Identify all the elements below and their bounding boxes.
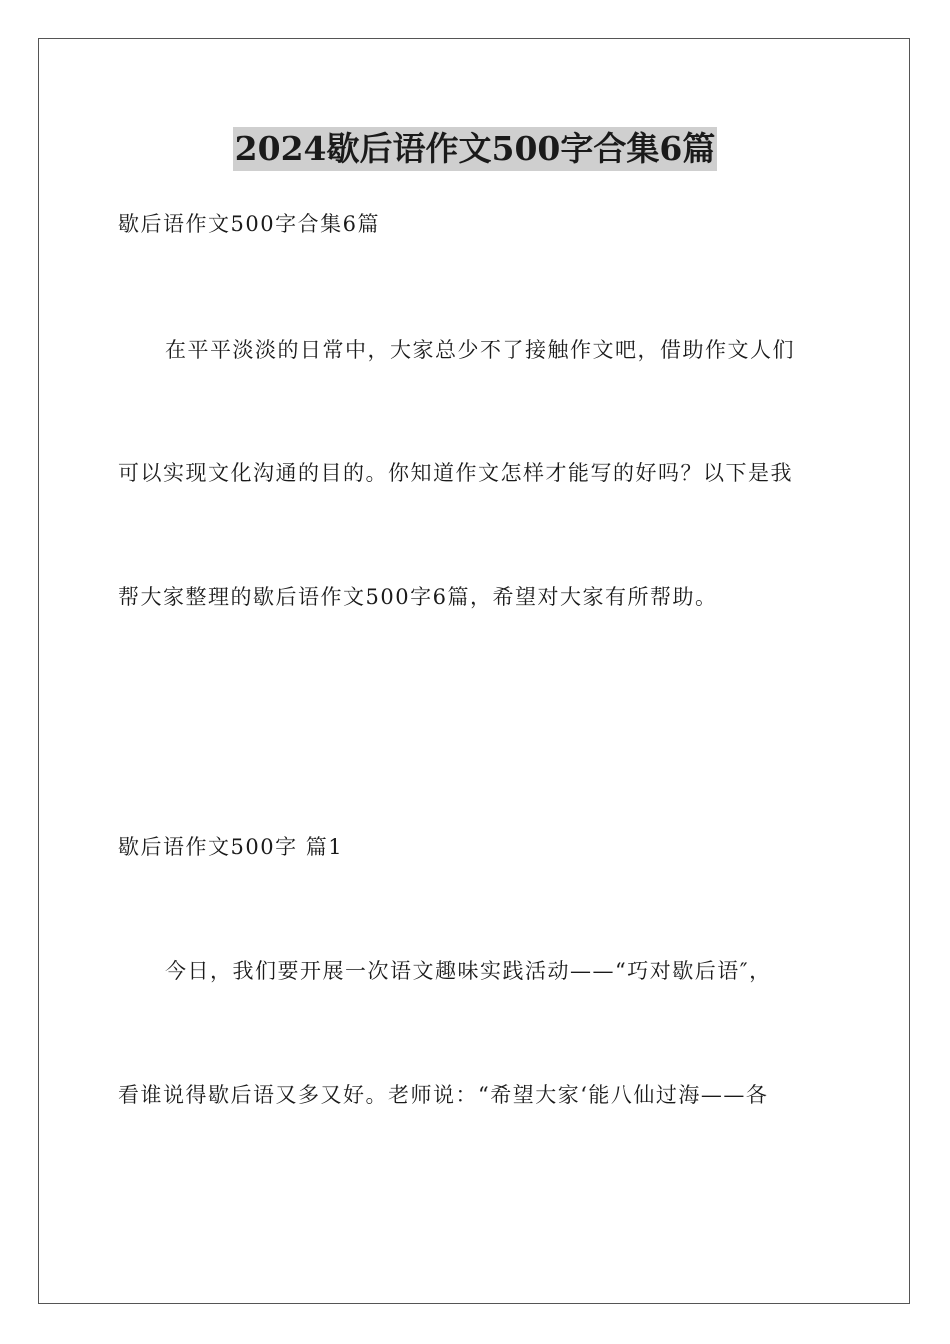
paragraph-line: 看谁说得歇后语又多又好。老师说：“希望大家‘能八仙过海——各 [118,1083,769,1107]
paragraph-line: 可以实现文化沟通的目的。你知道作文怎样才能写的好吗？以下是我 [118,461,793,485]
paragraph-line: 今日，我们要开展一次语文趣味实践活动——“巧对歇后语″， [165,959,772,983]
paragraph-line: 在平平淡淡的日常中，大家总少不了接触作文吧，借助作文人们 [165,338,795,362]
subtitle-line: 歇后语作文500字合集6篇 [118,212,380,236]
section-heading: 歇后语作文500字 篇1 [118,835,344,859]
document-title: 2024歇后语作文500字合集6篇 [233,127,718,171]
paragraph-line: 帮大家整理的歇后语作文500字6篇，希望对大家有所帮助。 [118,585,718,609]
title-container [0,127,950,171]
